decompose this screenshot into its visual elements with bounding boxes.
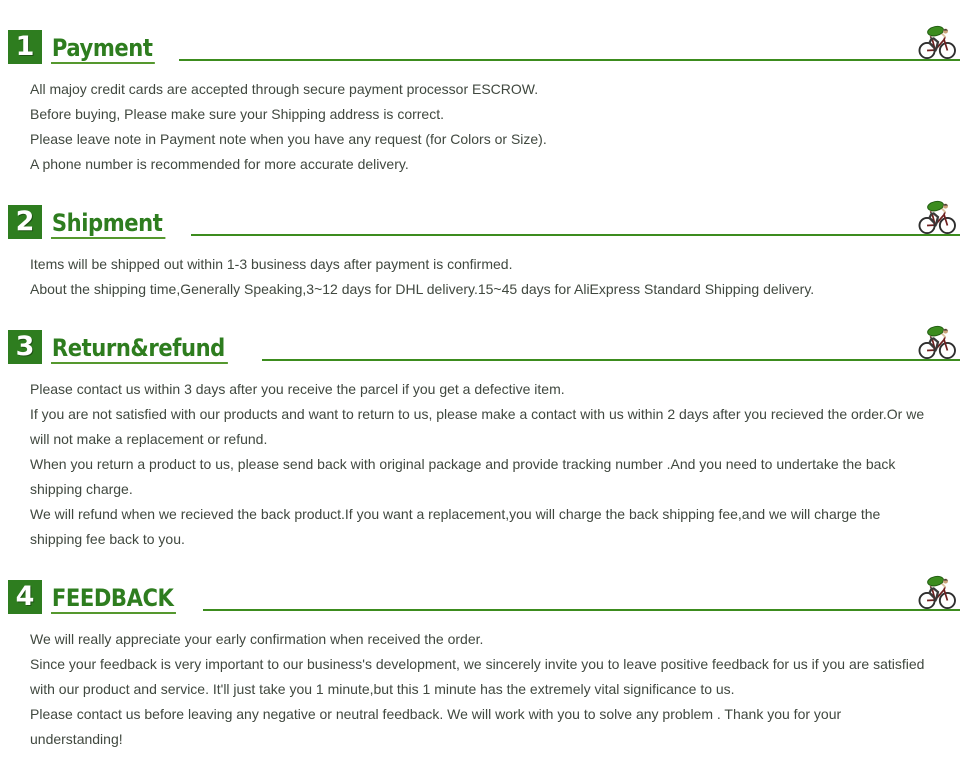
section-body bbox=[30, 377, 936, 552]
section-feedback bbox=[0, 574, 960, 752]
header-rule bbox=[179, 59, 960, 61]
header-rule bbox=[203, 609, 960, 611]
body-paragraph: Before buying, Please make sure your Shipping address is correct. bbox=[30, 106, 444, 122]
body-paragraph: Please contact us before leaving any negative or neutral feedback. We will work with you to solve any problem . Thank you for your understanding! bbox=[30, 706, 842, 747]
body-paragraph: Since your feedback is very important to our business's development, we sincerely invite you to leave positive feedback for us if you are satisfied with our product and service. It'll just take you 1 minute,but this 1 minute has the extremely vital significance to us. bbox=[30, 656, 925, 697]
delivery-bicycle-icon bbox=[916, 324, 958, 360]
section-body bbox=[30, 252, 936, 302]
section-header bbox=[0, 24, 960, 64]
section-title: Return&refund bbox=[51, 336, 228, 364]
body-paragraph: All majoy credit cards are accepted through secure payment processor ESCROW. bbox=[30, 81, 539, 97]
section-number-badge: 3 bbox=[8, 330, 42, 364]
body-paragraph: Items will be shipped out within 1-3 business days after payment is confirmed. bbox=[30, 256, 513, 272]
section-title: FEEDBACK bbox=[51, 586, 176, 614]
body-paragraph: We will refund when we recieved the back product.If you want a replacement,you will charge the back shipping fee,and we will charge the shipping fee back to you. bbox=[30, 506, 881, 547]
body-paragraph: A phone number is recommended for more accurate delivery. bbox=[30, 156, 409, 172]
delivery-bicycle-icon bbox=[916, 24, 958, 60]
section-number-badge: 2 bbox=[8, 205, 42, 239]
section-header bbox=[0, 574, 960, 614]
section-header bbox=[0, 324, 960, 364]
section-header bbox=[0, 199, 960, 239]
body-paragraph: We will really appreciate your early confirmation when received the order. bbox=[30, 631, 484, 647]
body-paragraph: About the shipping time,Generally Speaking,3~12 days for DHL delivery.15~45 days for AliExpress Standard Shipping delivery. bbox=[30, 281, 815, 297]
section-body bbox=[30, 77, 936, 177]
delivery-bicycle-icon bbox=[916, 199, 958, 235]
header-rule bbox=[262, 359, 960, 361]
section-shipment bbox=[0, 199, 960, 302]
section-title: Payment bbox=[51, 36, 155, 64]
section-return-refund bbox=[0, 324, 960, 552]
section-number-badge: 4 bbox=[8, 580, 42, 614]
body-paragraph: Please leave note in Payment note when you have any request (for Colors or Size). bbox=[30, 131, 547, 147]
section-body bbox=[30, 627, 936, 752]
section-number-badge: 1 bbox=[8, 30, 42, 64]
body-paragraph: When you return a product to us, please send back with original package and provide tracking number .And you need to undertake the back shipping charge. bbox=[30, 456, 896, 497]
delivery-bicycle-icon bbox=[916, 574, 958, 610]
section-title: Shipment bbox=[51, 211, 165, 239]
body-paragraph: If you are not satisfied with our products and want to return to us, please make a contact with us within 2 days after you recieved the order.Or we will not make a replacement or refund. bbox=[30, 406, 925, 447]
body-paragraph: Please contact us within 3 days after you receive the parcel if you get a defective item. bbox=[30, 381, 565, 397]
section-payment bbox=[0, 24, 960, 177]
header-rule bbox=[191, 234, 960, 236]
